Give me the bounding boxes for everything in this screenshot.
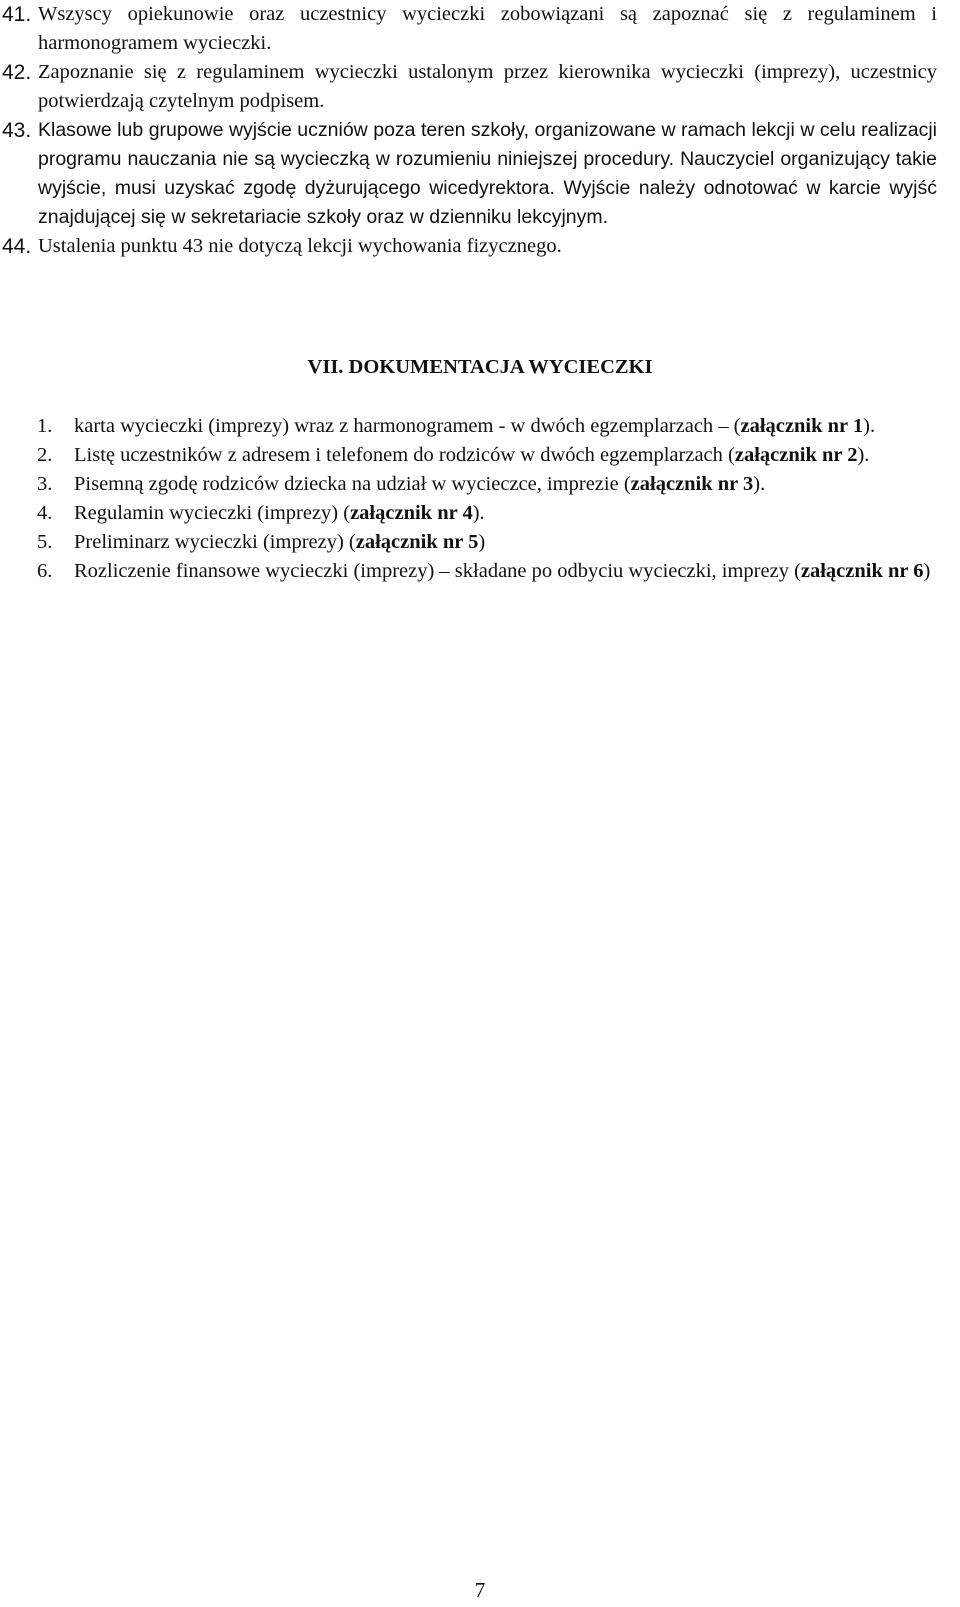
- attachment-reference: załącznik nr 1: [740, 415, 864, 437]
- list-item: [37, 557, 937, 586]
- item-text: Klasowe lub grupowe wyjście uczniów poza teren szkoły, organizowane w ramach lekcji w celu realizacji programu nauczania nie są wycieczką w rozumieniu niniejszej procedury. Nauczyciel organizujący takie wyjście, musi uzyskać zgodę dyżurującego wicedyrektora. Wyjście należy odnotować w karcie wyjść znajdującej się w sekretariacie szkoły oraz w dzienniku lekcyjnym.: [38, 119, 937, 228]
- item-text: Wszyscy opiekunowie oraz uczestnicy wycieczki zobowiązani są zapoznać się z regulaminem i harmonogramem wycieczki.: [38, 3, 937, 54]
- item-number: 43.: [2, 119, 32, 142]
- item-text: [74, 412, 937, 441]
- list-item: [2, 116, 937, 232]
- item-number: 42.: [2, 61, 32, 84]
- item-text-end: ): [923, 560, 931, 582]
- page-number: 7: [474, 1578, 486, 1602]
- list-item: [37, 499, 937, 528]
- list-item: [37, 412, 937, 441]
- list-item: [37, 470, 937, 499]
- list-item: [2, 0, 937, 58]
- item-text-end: ).: [857, 444, 870, 466]
- item-text: [74, 557, 937, 586]
- item-number: 6.: [37, 560, 53, 582]
- item-number: 2.: [37, 444, 53, 466]
- item-text-main: karta wycieczki (imprezy) wraz z harmonogramem - w dwóch egzemplarzach – (: [74, 415, 741, 437]
- item-text-main: Listę uczestników z adresem i telefonem do rodziców w dwóch egzemplarzach (: [74, 444, 735, 466]
- item-number: 1.: [37, 415, 53, 437]
- item-text: Ustalenia punktu 43 nie dotyczą lekcji wychowania fizycznego.: [38, 235, 562, 257]
- item-text-end: ).: [753, 473, 766, 495]
- item-text-end: ).: [863, 415, 876, 437]
- item-text-main: Regulamin wycieczki (imprezy) (: [74, 502, 351, 524]
- item-text: Zapoznanie się z regulaminem wycieczki ustalonym przez kierownika wycieczki (imprezy), uczestnicy potwierdzają czytelnym podpisem.: [38, 61, 937, 112]
- attachment-reference: załącznik nr 4: [350, 502, 473, 524]
- item-number: 3.: [37, 473, 53, 495]
- list-item: [2, 58, 937, 116]
- item-text-main: Preliminarz wycieczki (imprezy) (: [74, 531, 356, 553]
- item-text-end: ): [478, 531, 486, 553]
- list-item: [37, 528, 937, 557]
- item-text: [74, 470, 937, 499]
- documentation-list: [37, 412, 937, 586]
- attachment-reference: załącznik nr 5: [355, 531, 479, 553]
- item-number: 4.: [37, 502, 53, 524]
- item-text: [74, 499, 937, 528]
- list-item: [37, 441, 937, 470]
- item-text-main: Pisemną zgodę rodziców dziecka na udział w wycieczce, imprezie (: [74, 473, 631, 495]
- item-number: 44.: [2, 235, 32, 258]
- item-text-main: Rozliczenie finansowe wycieczki (imprezy) – składane po odbyciu wycieczki, imprezy (: [74, 560, 801, 582]
- item-text: [74, 528, 937, 557]
- attachment-reference: załącznik nr 3: [630, 473, 754, 495]
- item-number: 41.: [2, 3, 32, 26]
- section-heading: VII. DOKUMENTACJA WYCIECZKI: [307, 356, 653, 378]
- item-text: [74, 441, 937, 470]
- attachment-reference: załącznik nr 2: [734, 444, 858, 466]
- list-item: [2, 232, 937, 261]
- item-text-end: ).: [472, 502, 485, 524]
- item-number: 5.: [37, 531, 53, 553]
- attachment-reference: załącznik nr 6: [800, 560, 924, 582]
- numbered-rules-list: [2, 0, 937, 261]
